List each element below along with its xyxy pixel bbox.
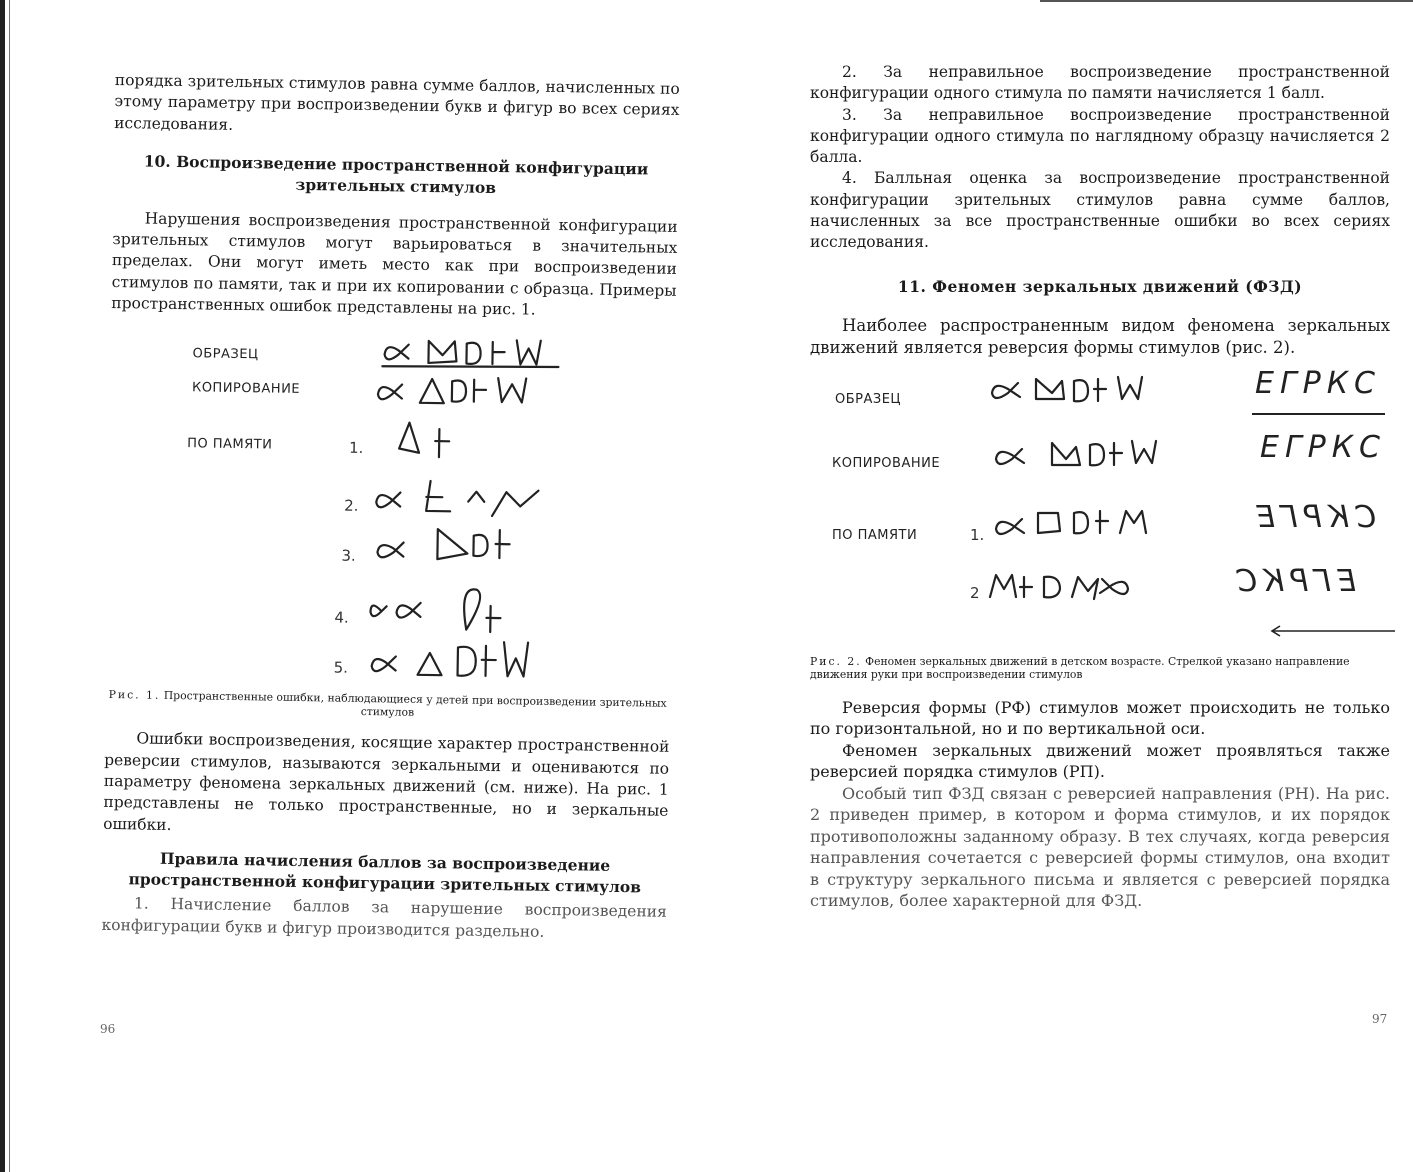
fig2-label-copy: КОПИРОВАНИЕ	[832, 455, 941, 471]
figure-2-caption	[810, 655, 1390, 681]
rule-4: 4. Балльная оценка за воспроизведение пространственной конфигурации зрительных стимулов равна сумме баллов, начисленных за все пространственные ошибки во всех сериях исследования.	[810, 169, 1390, 252]
page-binding-line	[9, 0, 10, 1172]
fig2-copy-letters: ЕГРКС	[1260, 429, 1387, 465]
right-page	[810, 62, 1390, 912]
left-intro-paragraph: порядка зрительных стимулов равна сумме баллов, начисленных по этому параметру при воспроизведении букв и фигур во всех сериях исследования.	[114, 70, 680, 134]
section-11-paragraph: Наиболее распространенным видом феномена зеркальных движений является реверсия формы стимулов (рис. 2).	[810, 315, 1390, 357]
fig1-row-number: 1.	[348, 439, 364, 458]
fig1-caption-text: Пространственные ошибки, наблюдающиеся у детей при воспроизведении зрительных стимулов	[163, 689, 667, 720]
figure-2	[810, 365, 1390, 651]
fig1-label-memory: ПО ПАМЯТИ	[187, 436, 273, 453]
right-paragraph-1: Реверсия формы (РФ) стимулов может происходить не только по горизонтальной, но и по вертикальной оси.	[810, 697, 1390, 739]
fig1-row-number: 5.	[333, 658, 349, 678]
fig1-row-number: 3.	[341, 546, 356, 566]
rule-2: 2. За неправильное воспроизведение пространственной конфигурации одного стимула по памяти начисляется 1 балл.	[810, 63, 1390, 103]
fig2-label-memory: ПО ПАМЯТИ	[832, 527, 918, 543]
fig2-row-number: 2	[970, 583, 980, 602]
fig2-sample-underline	[1250, 411, 1390, 417]
section-10-title: 10. Воспроизведение пространственной конфигурации зрительных стимулов	[143, 151, 649, 197]
fig2-caption-text: Феномен зеркальных движений в детском возрасте. Стрелкой указано направление движения руки при воспроизведении стимулов	[810, 654, 1350, 681]
page-binding-edge	[0, 0, 5, 1172]
figure-1	[105, 324, 676, 693]
fig1-row-number: 2.	[344, 497, 359, 516]
fig1-row-number: 4.	[334, 608, 349, 628]
section-10-paragraph: Нарушения воспроизведения пространственной конфигурации зрительных стимулов могут варьироваться в значительных пределах. Они могут иметь место как при воспроизведении стимулов по памяти, так и при их копировании с образца. Примеры пространственных ошибок представлены на рис. 1.	[111, 209, 678, 319]
fig1-label-copy: КОПИРОВАНИЕ	[191, 380, 301, 398]
fig1-caption-lead: Рис. 1.	[108, 688, 161, 703]
fig1-handwritten-stimuli-drawing	[365, 328, 571, 691]
scan-top-mark	[1040, 0, 1413, 2]
errors-paragraph: Ошибки воспроизведения, косящие характер пространственной реверсии стимулов, называются зеркальными и оцениваются по параметру феномена зеркальных движений (см. ниже). На рис. 1 представлены не только пространственные, но и зеркальные ошибки.	[103, 729, 670, 834]
right-paragraph-3: Особый тип ФЗД связан с реверсией направления (РН). На рис. 2 приведен пример, в котором и форма стимулов, и их порядок противоположны заданному образу. В тех случаях, когда реверсия направления сочетается с реверсией формы стимулов, она входит в структуру зеркального письма и является с реверсией порядка стимулов, более характерной для ФЗД.	[810, 783, 1390, 911]
right-paragraph-2: Феномен зеркальных движений может проявляться также реверсией порядка стимулов (РП).	[810, 740, 1390, 782]
fig2-label-sample: ОБРАЗЕЦ	[835, 391, 902, 407]
fig2-arrow-direction	[1270, 623, 1400, 639]
rules-title: Правила начисления баллов за воспроизведение пространственной конфигурации зрительных стимулов	[128, 848, 642, 897]
fig2-sample-letters: ЕГРКС	[1255, 365, 1382, 401]
rule-3: 3. За неправильное воспроизведение пространственной конфигурации одного стимула по наглядному образцу начисляется 2 балла.	[810, 105, 1390, 167]
fig2-row-number: 1.	[970, 525, 985, 544]
figure-1-caption	[105, 688, 670, 723]
left-page	[101, 70, 680, 945]
fig2-memory-2-letters: ЕГРКС	[1230, 563, 1357, 599]
right-page-number: 97	[1372, 1012, 1388, 1026]
fig2-handwritten-figures-drawing	[986, 371, 1186, 631]
left-page-number: 96	[100, 1022, 116, 1036]
fig2-memory-1-letters: СКРГЕ	[1250, 499, 1377, 535]
fig1-label-sample: ОБРАЗЕЦ	[192, 346, 259, 363]
fig2-caption-lead: Рис. 2.	[810, 654, 862, 668]
section-11-title: 11. Феномен зеркальных движений (ФЗД)	[897, 276, 1303, 296]
rule-1: 1. Начисление баллов за нарушение воспроизведения конфигурации букв и фигур производится раздельно.	[101, 894, 667, 941]
